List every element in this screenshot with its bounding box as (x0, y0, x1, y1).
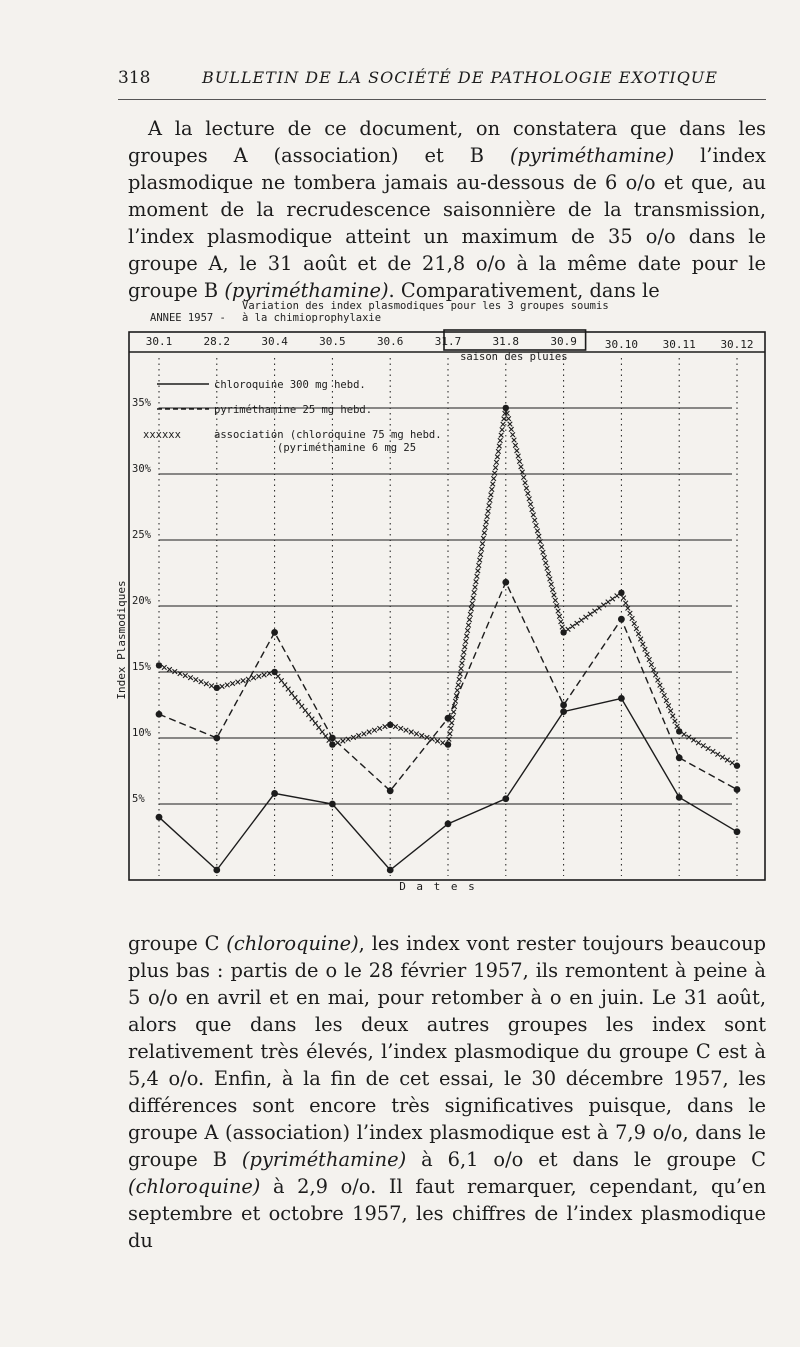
series-mark-association (425, 735, 430, 740)
series-mark-association (351, 735, 356, 740)
series-mark-association (498, 438, 503, 443)
series-mark-association (383, 724, 388, 729)
x-tick-label: 30.11 (662, 338, 696, 351)
x-tick-label: 30.12 (720, 338, 754, 351)
series-mark-association (470, 601, 475, 606)
series-mark-association (701, 743, 706, 748)
series-mark-association (241, 678, 246, 683)
series-mark-association (715, 752, 720, 757)
data-point-pyrimethamine (213, 735, 220, 742)
italic-run: (pyriméthamine) (224, 279, 389, 302)
series-mark-association (641, 642, 646, 647)
series-mark-association (303, 708, 308, 713)
data-point-pyrimethamine (734, 786, 741, 793)
data-point-association (445, 741, 451, 747)
legend-entry-chloroquine: chloroquine 300 mg hebd. (214, 379, 366, 391)
series-mark-association (535, 529, 540, 534)
paragraph-2 (128, 930, 766, 1254)
series-mark-association (464, 634, 469, 639)
series-mark-association (550, 587, 555, 592)
series-mark-association (720, 755, 725, 760)
series-mark-association (638, 637, 643, 642)
series-mark-association (461, 655, 466, 660)
data-point-chloroquine (387, 867, 394, 874)
series-mark-association (636, 632, 641, 637)
series-mark-association (534, 523, 539, 528)
text-run: groupe C (128, 932, 227, 955)
series-mark-association (459, 666, 464, 671)
data-point-association (503, 405, 509, 411)
data-point-chloroquine (445, 820, 452, 827)
data-point-pyrimethamine (329, 735, 336, 742)
series-mark-association (647, 657, 652, 662)
data-point-association (618, 590, 624, 596)
series-mark-association (456, 683, 461, 688)
data-point-pyrimethamine (271, 629, 278, 636)
x-tick-label: 30.1 (145, 335, 173, 348)
series-mark-association (592, 609, 597, 614)
series-mark-association (463, 639, 468, 644)
series-mark-association (673, 719, 678, 724)
series-mark-association (257, 674, 262, 679)
y-tick-label: 25% (132, 529, 151, 541)
series-mark-association (495, 455, 500, 460)
series-mark-association (541, 550, 546, 555)
series-mark-association (478, 552, 483, 557)
series-mark-association (474, 579, 479, 584)
series-mark-association (455, 688, 460, 693)
series-mark-association (467, 617, 472, 622)
series-mark-association (440, 741, 445, 746)
series-mark-association (651, 668, 656, 673)
series-mark-association (462, 650, 467, 655)
series-mark-association (509, 427, 514, 432)
series-mark-association (162, 665, 167, 670)
series-mark-association (471, 596, 476, 601)
series-mark-association (393, 724, 398, 729)
data-point-chloroquine (676, 794, 683, 801)
series-mark-association (476, 563, 481, 568)
series-mark-association (588, 612, 593, 617)
data-point-association (734, 763, 740, 769)
series-mark-association (279, 678, 284, 683)
y-tick-label: 15% (132, 661, 151, 673)
series-mark-association (528, 502, 533, 507)
series-mark-association (506, 416, 511, 421)
series-mark-association (320, 729, 325, 734)
series-mark-association (209, 684, 214, 689)
text-run: . Comparativement, dans le (388, 279, 660, 302)
series-mark-association (626, 606, 631, 611)
series-mark-association (496, 449, 501, 454)
page-number: 318 (118, 68, 151, 88)
series-mark-association (487, 503, 492, 508)
series-mark-association (465, 628, 470, 633)
series-mark-association (508, 422, 513, 427)
series-mark-association (435, 739, 440, 744)
series-mark-association (601, 603, 606, 608)
data-point-association (676, 728, 682, 734)
data-point-pyrimethamine (560, 702, 567, 709)
series-mark-association (489, 493, 494, 498)
data-point-chloroquine (502, 795, 509, 802)
data-point-chloroquine (329, 801, 336, 808)
series-mark-association (546, 571, 551, 576)
series-mark-association (414, 732, 419, 737)
italic-run: (pyriméthamine) (241, 1148, 407, 1171)
text-run: A la lecture de ce document, on constatera que dans les groupes A (association) et B (128, 117, 766, 167)
series-mark-association (480, 541, 485, 546)
series-mark-association (310, 717, 315, 722)
x-tick-label: 30.9 (550, 335, 577, 348)
series-mark-association (317, 725, 322, 730)
series-mark-association (517, 459, 522, 464)
series-mark-association (687, 735, 692, 740)
data-point-association (387, 722, 393, 728)
series-mark-association (545, 566, 550, 571)
data-point-pyrimethamine (502, 579, 509, 586)
series-mark-association (521, 475, 526, 480)
page-header (118, 68, 766, 94)
y-tick-label: 5% (132, 793, 145, 805)
series-mark-association (362, 732, 367, 737)
legend-entry-association: (pyriméthamine 6 mg 25 (277, 442, 417, 454)
series-mark-association (448, 731, 453, 736)
data-point-association (156, 662, 162, 668)
series-mark-association (475, 574, 480, 579)
series-mark-association (490, 482, 495, 487)
series-line-chloroquine (159, 698, 737, 870)
series-mark-association (377, 726, 382, 731)
legend-entry-pyrimethamine: pyriméthamine 25 mg hebd. (214, 404, 373, 416)
series-mark-association (225, 683, 230, 688)
series-mark-association (579, 618, 584, 623)
series-mark-association (188, 675, 193, 680)
series-mark-association (670, 714, 675, 719)
y-tick-label: 30% (132, 463, 151, 475)
series-mark-association (711, 749, 716, 754)
series-mark-association (513, 443, 518, 448)
series-mark-association (584, 615, 589, 620)
series-mark-association (276, 674, 281, 679)
data-point-pyrimethamine (156, 711, 163, 718)
series-mark-association (664, 698, 669, 703)
series-mark-association (491, 476, 496, 481)
series-mark-association (479, 547, 484, 552)
x-tick-label: 30.4 (261, 335, 288, 348)
series-mark-association (675, 724, 680, 729)
data-point-chloroquine (213, 867, 220, 874)
data-point-pyrimethamine (445, 715, 452, 722)
figure-title-line-1: Variation des index plasmodiques pour les 3 groupes soumis (242, 300, 609, 312)
series-mark-association (668, 709, 673, 714)
series-mark-association (660, 688, 665, 693)
series-mark-association (220, 684, 225, 689)
series-mark-association (204, 681, 209, 686)
series-mark-association (469, 607, 474, 612)
series-mark-association (293, 695, 298, 700)
x-tick-label: 31.7 (434, 335, 462, 348)
text-run: l’index plasmodique ne tombera jamais au-dessous de 6 o/o et que, au moment de la recrudescence saisonnière de la transmission, l’index plasmodique atteint un maximum de 35 o/o dans le groupe A, le 31 août et de 21,8 o/o à la même date pour le groupe B (128, 144, 766, 302)
series-mark-association (485, 514, 490, 519)
series-mark-association (630, 616, 635, 621)
series-mark-association (632, 621, 637, 626)
series-mark-association (460, 661, 465, 666)
series-mark-association (645, 652, 650, 657)
series-mark-association (283, 683, 288, 688)
x-tick-label: 30.6 (376, 335, 404, 348)
series-mark-association (666, 703, 671, 708)
series-mark-association (449, 721, 454, 726)
series-mark-association (531, 513, 536, 518)
series-mark-association (419, 733, 424, 738)
series-mark-association (548, 577, 553, 582)
series-mark-association (493, 465, 498, 470)
series-mark-association (251, 675, 256, 680)
series-mark-association (477, 558, 482, 563)
series-mark-association (476, 569, 481, 574)
y-axis-label: Index Plasmodiques (115, 580, 128, 700)
series-mark-association (296, 700, 301, 705)
legend-sample-crosses: xxxxxx (143, 429, 181, 441)
data-point-pyrimethamine (618, 616, 625, 623)
series-mark-association (532, 518, 537, 523)
series-mark-association (409, 730, 414, 735)
series-mark-association (289, 691, 294, 696)
plasmodic-index-chart (115, 330, 769, 895)
series-mark-association (570, 624, 575, 629)
header-rule (118, 99, 766, 100)
data-point-chloroquine (560, 708, 567, 715)
series-mark-association (398, 726, 403, 731)
series-mark-association (490, 487, 495, 492)
series-mark-association (372, 728, 377, 733)
series-mark-association (341, 739, 346, 744)
series-mark-association (448, 726, 453, 731)
text-run: , les index vont rester toujours beaucoup plus bas : partis de o le 28 février 1957, ils remontent à peine à 5 o/o en avril et en mai, pour retomber à o en juin. Le 31 août, alors que dans les deux autres groupes les index sont relativement très élevés, l’index plasmodique du groupe C est à 5,4 o/o. Enfin, à la fin de cet essai, le 30 décembre 1957, les différences sont encore très significatives puisque, dans le groupe A (association) l’index plasmodique est à 7,9 o/o, dans le groupe B (128, 932, 766, 1171)
series-mark-association (482, 531, 487, 536)
series-mark-association (634, 626, 639, 631)
paragraph-1 (128, 115, 766, 304)
series-mark-association (649, 662, 654, 667)
series-mark-association (472, 590, 477, 595)
series-mark-association (524, 486, 529, 491)
series-mark-association (183, 673, 188, 678)
y-tick-label: 20% (132, 595, 151, 607)
legend-entry-association: association (chloroquine 75 mg hebd. (214, 429, 442, 441)
x-axis-label: D a t e s (399, 880, 477, 893)
series-mark-association (494, 460, 499, 465)
italic-run: (pyriméthamine) (509, 144, 675, 167)
series-mark-association (512, 438, 517, 443)
series-mark-association (484, 520, 489, 525)
series-mark-association (682, 732, 687, 737)
series-mark-association (497, 444, 502, 449)
series-mark-association (643, 647, 648, 652)
series-mark-association (367, 730, 372, 735)
text-run: à 6,1 o/o et dans le groupe C (406, 1148, 767, 1171)
series-mark-association (486, 509, 491, 514)
running-title: BULLETIN DE LA SOCIÉTÉ DE PATHOLOGIE EXOTIQUE (202, 68, 718, 87)
series-mark-association (658, 683, 663, 688)
series-mark-association (499, 433, 504, 438)
series-mark-association (483, 525, 488, 530)
data-point-pyrimethamine (676, 754, 683, 761)
y-tick-label: 35% (132, 397, 151, 409)
series-mark-association (199, 679, 204, 684)
series-mark-association (623, 601, 628, 606)
series-mark-association (286, 687, 291, 692)
x-tick-label: 30.10 (604, 338, 638, 351)
figure-title-line-2: à la chimioprophylaxie (242, 312, 382, 324)
italic-run: (chloroquine) (128, 1175, 261, 1198)
series-mark-association (236, 680, 241, 685)
series-mark-association (559, 619, 564, 624)
series-mark-association (662, 693, 667, 698)
series-mark-association (527, 497, 532, 502)
series-mark-association (560, 625, 565, 630)
data-point-pyrimethamine (387, 787, 394, 794)
series-mark-association (519, 464, 524, 469)
series-mark-association (730, 761, 735, 766)
series-mark-association (725, 758, 730, 763)
series-mark-association (552, 593, 557, 598)
series-mark-association (539, 545, 544, 550)
series-mark-association (167, 667, 172, 672)
series-mark-association (492, 471, 497, 476)
data-point-chloroquine (734, 828, 741, 835)
series-mark-association (313, 721, 318, 726)
data-point-chloroquine (618, 695, 625, 702)
data-point-chloroquine (271, 790, 278, 797)
series-mark-association (468, 612, 473, 617)
series-mark-association (451, 710, 456, 715)
series-mark-association (553, 598, 558, 603)
series-mark-association (466, 623, 471, 628)
series-mark-association (404, 728, 409, 733)
series-mark-association (457, 677, 462, 682)
series-mark-association (557, 614, 562, 619)
series-mark-association (356, 733, 361, 738)
series-mark-association (606, 600, 611, 605)
series-mark-association (543, 561, 548, 566)
y-tick-label: 10% (132, 727, 151, 739)
series-mark-association (523, 481, 528, 486)
series-mark-association (462, 645, 467, 650)
series-mark-association (306, 712, 311, 717)
series-mark-association (549, 582, 554, 587)
series-mark-association (488, 498, 493, 503)
series-mark-association (516, 454, 521, 459)
series-mark-association (575, 621, 580, 626)
rainy-season-label: saison des pluies (460, 351, 568, 363)
series-mark-association (653, 673, 658, 678)
series-mark-association (193, 677, 198, 682)
series-mark-association (537, 534, 542, 539)
text-run: à 2,9 o/o. Il faut remarquer, cependant, qu’en septembre et octobre 1957, les chiffres de l’index plasmodique du (128, 1175, 766, 1252)
series-mark-association (696, 741, 701, 746)
x-tick-label: 31.8 (492, 335, 520, 348)
series-mark-association (655, 678, 660, 683)
data-point-association (271, 669, 277, 675)
series-mark-association (300, 704, 305, 709)
series-mark-association (610, 597, 615, 602)
data-point-association (214, 685, 220, 691)
data-point-association (329, 741, 335, 747)
data-point-association (560, 629, 566, 635)
series-mark-association (510, 432, 515, 437)
data-point-chloroquine (156, 814, 163, 821)
series-mark-association (530, 507, 535, 512)
series-mark-association (262, 673, 267, 678)
figure-year: ANNEE 1957 - (150, 312, 226, 324)
series-mark-association (230, 681, 235, 686)
series-mark-association (501, 422, 506, 427)
figure-caption (150, 300, 750, 334)
series-mark-association (556, 609, 561, 614)
series-mark-association (526, 491, 531, 496)
series-mark-association (542, 555, 547, 560)
series-mark-association (473, 585, 478, 590)
series-mark-association (706, 746, 711, 751)
x-tick-label: 30.5 (319, 335, 346, 348)
x-tick-label: 28.2 (203, 335, 231, 348)
series-mark-association (621, 596, 626, 601)
italic-run: (chloroquine) (226, 932, 359, 955)
series-mark-association (500, 427, 505, 432)
series-mark-association (628, 611, 633, 616)
series-mark-association (515, 448, 520, 453)
